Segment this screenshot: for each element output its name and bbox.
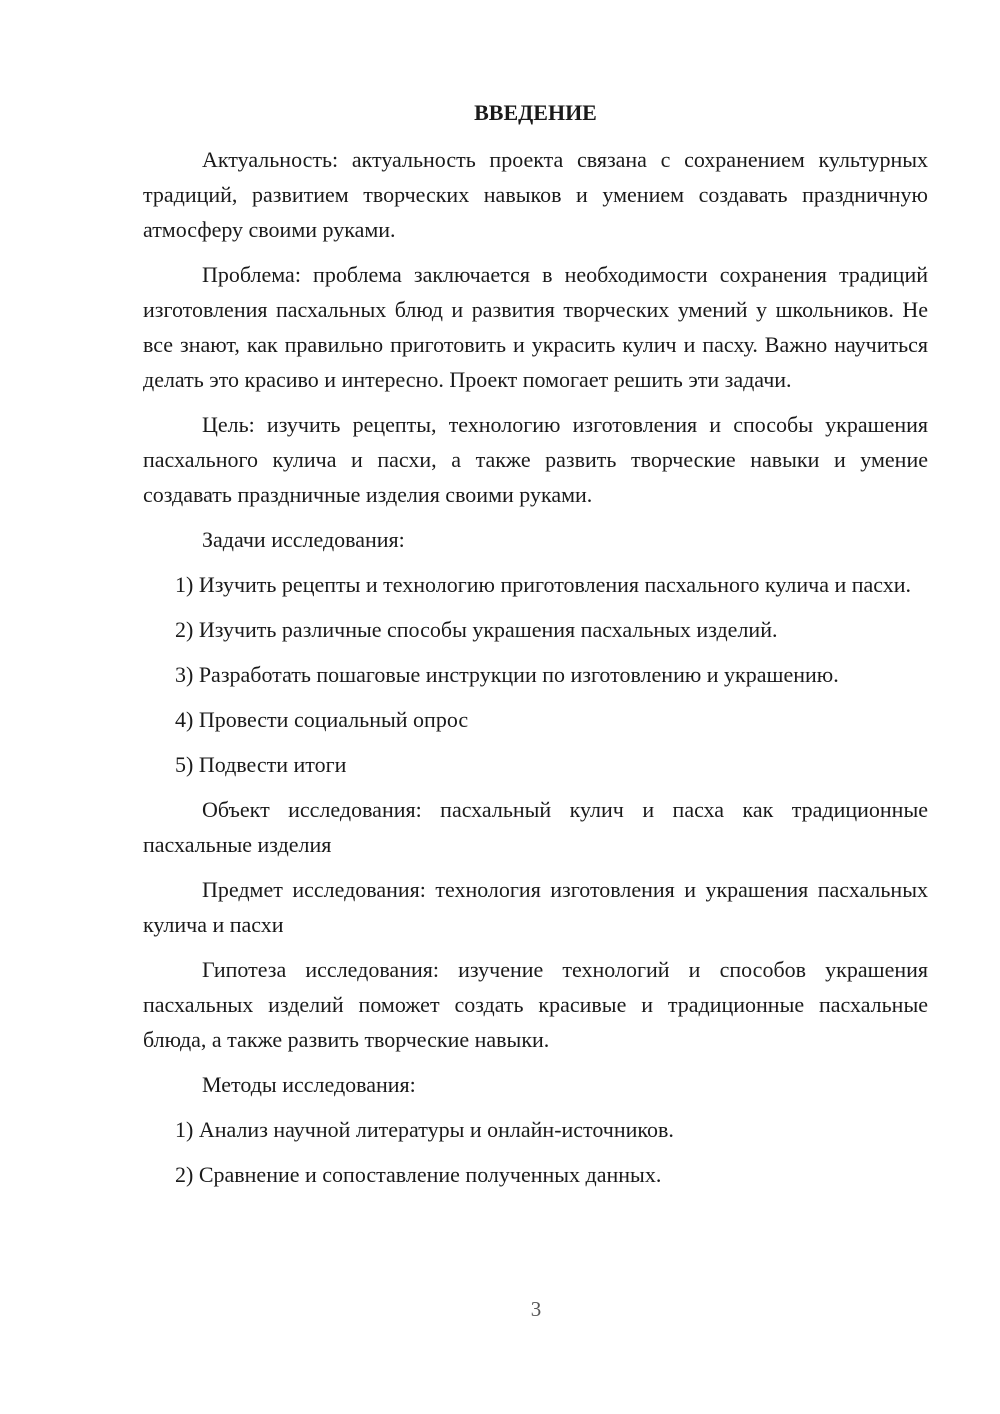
section-title: ВВЕДЕНИЕ — [474, 100, 597, 125]
tasks-heading: Задачи исследования: — [202, 527, 405, 552]
task-item: 2) Изучить различные способы украшения пасхальных изделий. — [175, 617, 778, 642]
relevance-paragraph: Актуальность: актуальность проекта связана с сохранением культурных традиций, развитием творческих навыков и умением создавать праздничную атмосферу своими руками. — [143, 147, 928, 242]
task-item: 1) Изучить рецепты и технологию приготовления пасхального кулича и пасхи. — [175, 572, 912, 597]
subject-paragraph: Предмет исследования: технология изготовления и украшения пасхальных кулича и пасхи — [143, 877, 928, 937]
page-number: 3 — [530, 1297, 542, 1321]
method-item: 2) Сравнение и сопоставление полученных данных. — [175, 1162, 662, 1187]
hypothesis-paragraph: Гипотеза исследования: изучение технологий и способов украшения пасхальных изделий поможет создать красивые и традиционные пасхальные блюда, а также развить творческие навыки. — [143, 957, 928, 1052]
task-item: 3) Разработать пошаговые инструкции по изготовлению и украшению. — [175, 662, 839, 687]
problem-paragraph: Проблема: проблема заключается в необходимости сохранения традиций изготовления пасхальных блюд и развития творческих умений у школьников. Не все знают, как правильно приготовить и украсить кулич и пасху. Важно научиться делать это красиво и интересно. Проект помогает решить эти задачи. — [143, 262, 928, 392]
object-paragraph: Объект исследования: пасхальный кулич и пасха как традиционные пасхальные изделия — [143, 797, 928, 857]
methods-heading: Методы исследования: — [202, 1072, 416, 1097]
page-content — [143, 95, 928, 1202]
method-item: 1) Анализ научной литературы и онлайн-источников. — [175, 1117, 674, 1142]
task-item: 4) Провести социальный опрос — [175, 707, 469, 732]
task-item: 5) Подвести итоги — [175, 752, 347, 777]
goal-paragraph: Цель: изучить рецепты, технологию изготовления и способы украшения пасхального кулича и пасхи, а также развить творческие навыки и умение создавать праздничные изделия своими руками. — [143, 412, 928, 507]
